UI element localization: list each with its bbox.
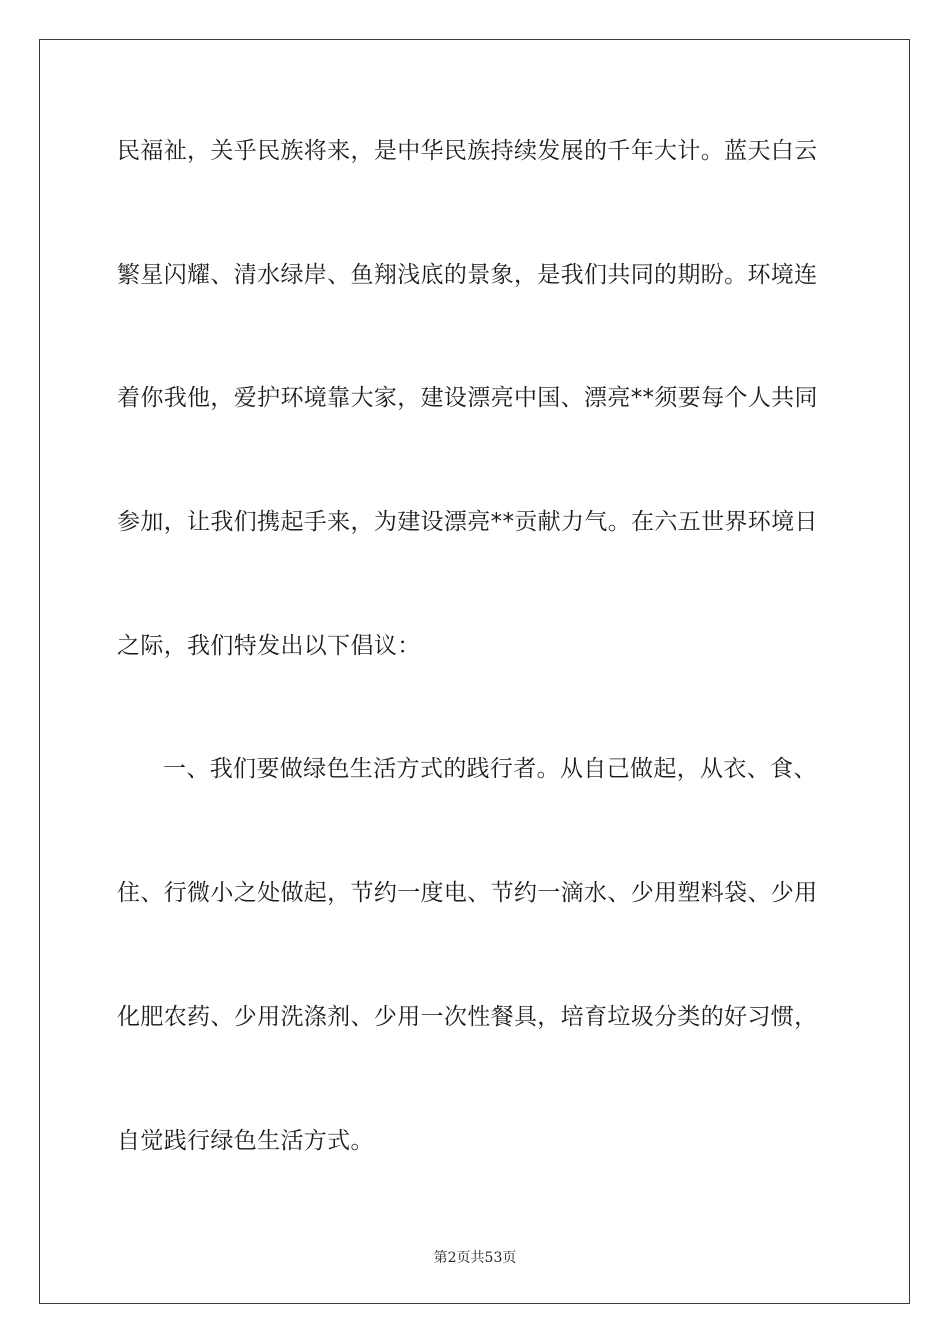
text-line-paragraph-start: 一、我们要做绿色生活方式的践行者。从自己做起，从衣、食、: [163, 756, 817, 783]
page-number: 第2页: [433, 1250, 471, 1266]
text-line: 着你我他，爱护环境靠大家，建设漂亮中国、漂亮**须要每个人共同: [117, 385, 818, 412]
text-line: 民福祉，关乎民族将来，是中华民族持续发展的千年大计。蓝天白云: [117, 138, 818, 164]
text-line: 化肥农药、少用洗涤剂、少用一次性餐具，培育垃圾分类的好习惯，: [117, 1003, 818, 1030]
document-body: [117, 129, 832, 1242]
text-line: 自觉践行绿色生活方式。: [117, 1127, 374, 1154]
page-footer: [0, 1247, 950, 1267]
text-line: 参加，让我们携起手来，为建设漂亮**贡献力气。在六五世界环境日: [117, 509, 818, 536]
text-line: 繁星闪耀、清水绿岸、鱼翔浅底的景象，是我们共同的期盼。环境连: [117, 261, 818, 288]
page-total: 共53页: [470, 1250, 517, 1266]
text-line: 之际，我们特发出以下倡议：: [117, 632, 421, 659]
text-line: 住、行微小之处做起，节约一度电、节约一滴水、少用塑料袋、少用: [117, 880, 818, 907]
